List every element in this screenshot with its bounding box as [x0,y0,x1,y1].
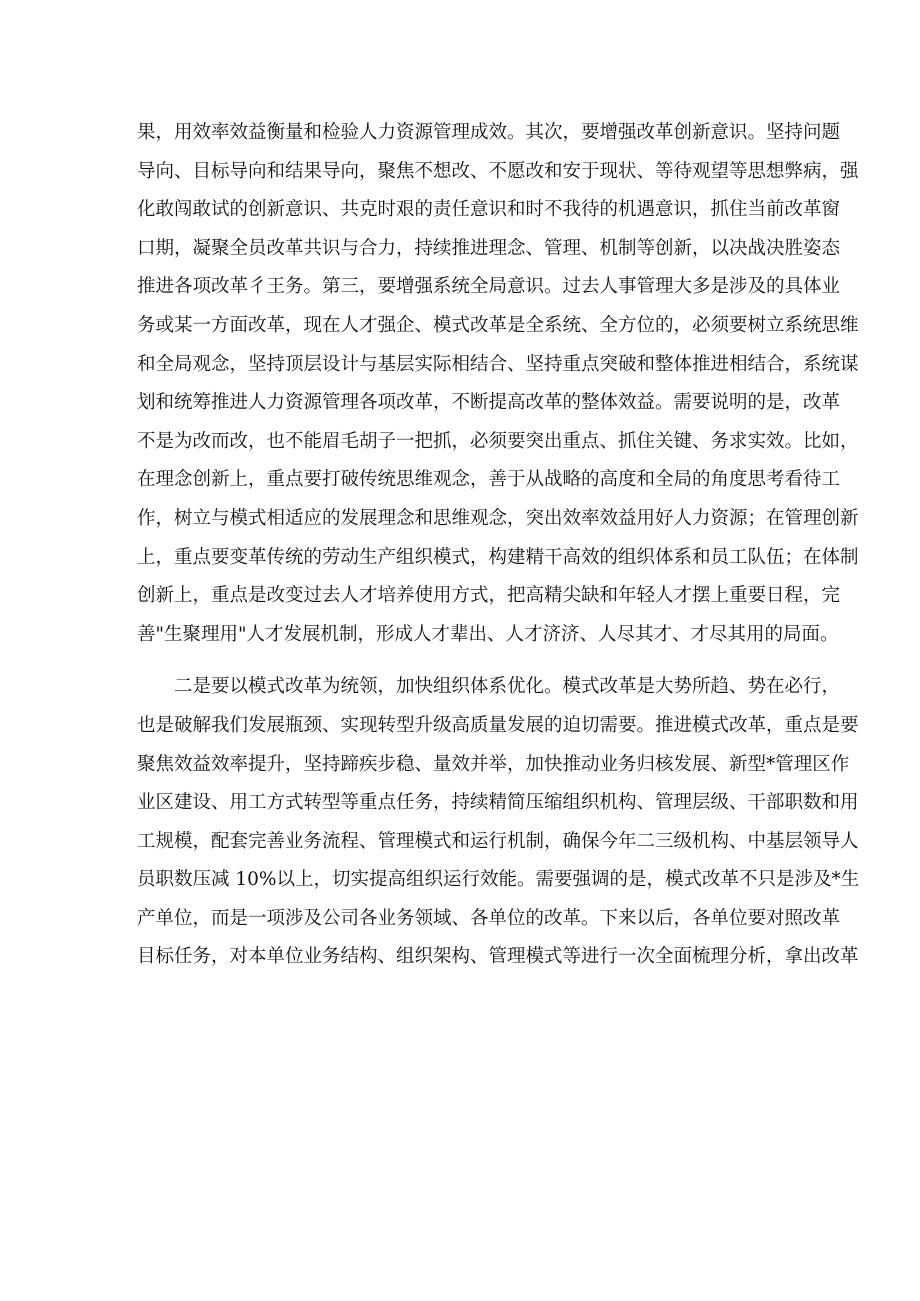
paragraph-line: 导向、目标导向和结果导向，聚焦不想改、不愿改和安于现状、等待观望等思想弊病，强 [137,160,859,182]
paragraph-line: 聚焦效益效率提升，坚持蹄疾步稳、量效并举，加快推动业务归核发展、新型*管理区作 [137,753,850,775]
paragraph-line: 产单位，而是一项涉及公司各业务领域、各单位的改革。下来以后，各单位要对照改革 [137,907,841,929]
body-text [137,114,860,977]
paragraph-line: 二是要以模式改革为统领，加快组织体系优化。模式改革是大势所趋、势在必行， [174,676,841,698]
paragraph-line: 目标任务，对本单位业务结构、组织架构、管理模式等进行一次全面梳理分析，拿出改革 [137,946,859,968]
paragraph-line: 和全局观念，坚持顶层设计与基层实际相结合、坚持重点突破和整体推进相结合，系统谋 [137,353,859,375]
paragraph-line: 在理念创新上，重点要打破传统思维观念，善于从战略的高度和全局的角度思考看待工 [137,469,841,491]
paragraph-line: 化敢闯敢试的创新意识、共克时艰的责任意识和时不我待的机遇意识，抓住当前改革窗 [137,199,841,221]
paragraph-line: 也是破解我们发展瓶颈、实现转型升级高质量发展的迫切需要。推进模式改革，重点是要 [137,714,859,736]
paragraph-line: 业区建设、用工方式转型等重点任务，持续精简压缩组织机构、管理层级、干部职数和用 [137,792,859,814]
paragraph-line: 划和统筹推进人力资源管理各项改革，不断提高改革的整体效益。需要说明的是，改革 [137,392,841,414]
paragraph-line: 创新上，重点是改变过去人才培养使用方式，把高精尖缺和年轻人才摆上重要日程，完 [137,585,841,607]
paragraph-2 [137,668,860,977]
paragraph-line: 上，重点要变革传统的劳动生产组织模式，构建精干高效的组织体系和员工队伍；在体制 [137,546,859,568]
paragraph-line: 工规模，配套完善业务流程、管理模式和运行机制，确保今年二三级机构、中基层领导人 [137,830,859,852]
paragraph-line: 务或某一方面改革，现在人才强企、模式改革是全系统、全方位的，必须要树立系统思维 [137,314,859,336]
paragraph-line: 口期，凝聚全员改革共识与合力，持续推进理念、管理、机制等创新，以决战决胜姿态 [137,237,841,259]
paragraph-line: 不是为改而改，也不能眉毛胡子一把抓，必须要突出重点、抓住关键、务求实效。比如， [137,430,859,452]
paragraph-line: 果，用效率效益衡量和检验人力资源管理成效。其次，要增强改革创新意识。坚持问题 [137,122,841,143]
paragraph-line: 善"生聚理用"人才发展机制，形成人才辈出、人才济济、人尽其才、才尽其用的局面。 [137,623,839,645]
paragraph-1 [137,114,859,654]
paragraph-spacer [137,654,787,668]
paragraph-line: 作，树立与模式相适应的发展理念和思维观念，突出效率效益用好人力资源；在管理创新 [137,507,859,529]
paragraph-line: 推进各项改革彳王务。第三，要增强系统全局意识。过去人事管理大多是涉及的具体业 [137,276,841,298]
paragraph-line: 员职数压减 10%以上，切实提高组织运行效能。需要强调的是，模式改革不只是涉及*生 [137,869,860,891]
